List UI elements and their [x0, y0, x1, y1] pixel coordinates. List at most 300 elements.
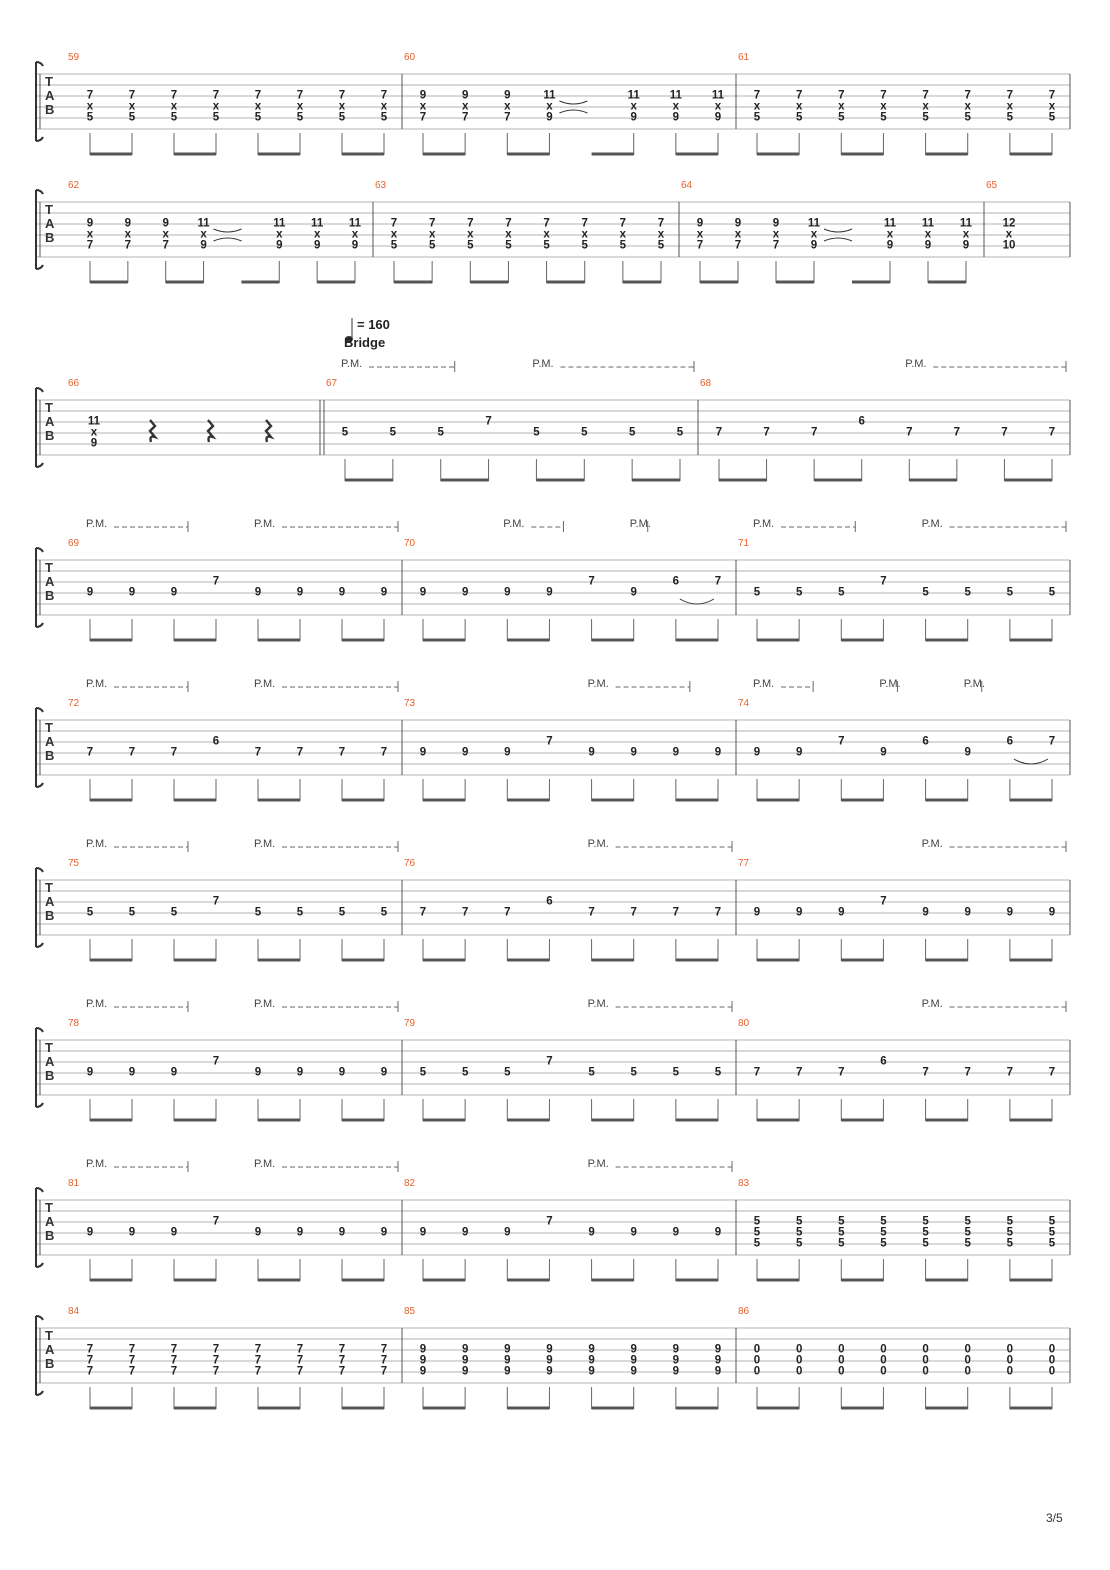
fret-number: 7: [763, 426, 770, 439]
fret-number: x: [390, 228, 398, 241]
fret-number: 9: [962, 239, 970, 252]
fret-number: 7: [504, 111, 511, 124]
fret-number: 9: [630, 586, 637, 599]
fret-number: x: [543, 228, 550, 241]
fret-number: 9: [672, 746, 680, 759]
quarter-rest: [150, 420, 155, 442]
fret-number: 0: [753, 1354, 761, 1367]
fret-number: 9: [338, 1066, 346, 1079]
palm-mute-label: P.M.: [587, 998, 609, 1010]
palm-mute-label: P.M.: [86, 998, 108, 1010]
fret-number: 7: [296, 746, 304, 759]
fret-number: 7: [838, 89, 845, 102]
bar-number: 75: [68, 858, 80, 869]
fret-number: 9: [630, 111, 637, 124]
fret-number: 7: [170, 1343, 178, 1356]
bar-number: 68: [700, 378, 712, 389]
fret-number: 5: [795, 1237, 803, 1250]
fret-number: 7: [86, 239, 94, 252]
fret-number: 7: [254, 1365, 262, 1378]
fret-number: 6: [880, 1055, 887, 1068]
fret-number: 5: [338, 906, 346, 919]
fret-number: 9: [419, 89, 427, 102]
fret-number: 7: [212, 1365, 220, 1378]
tab-clef-letter: A: [45, 1054, 55, 1069]
fret-number: 7: [296, 1343, 304, 1356]
fret-number: 7: [461, 906, 469, 919]
fret-number: 5: [922, 1215, 929, 1228]
fret-number: x: [254, 100, 262, 113]
fret-number: 7: [128, 1343, 136, 1356]
bar-number: 59: [68, 52, 80, 63]
palm-mute-label: P.M.: [921, 998, 943, 1010]
fret-number: x: [838, 100, 845, 113]
fret-number: 5: [1006, 586, 1014, 599]
fret-number: 7: [546, 735, 553, 748]
fret-number: 7: [338, 1365, 346, 1378]
fret-number: 0: [838, 1343, 845, 1356]
fret-number: 9: [922, 906, 929, 919]
fret-number: 9: [588, 1343, 595, 1356]
section-marker: Bridge: [344, 335, 386, 350]
fret-number: 9: [380, 586, 388, 599]
fret-number: x: [964, 100, 971, 113]
fret-number: 7: [86, 1365, 94, 1378]
bar-number: 64: [681, 180, 693, 191]
fret-number: 7: [505, 217, 512, 230]
fret-number: 9: [672, 1365, 680, 1378]
quarter-rest: [208, 420, 213, 442]
fret-number: 11: [543, 89, 556, 102]
bar-number: 84: [68, 1306, 80, 1317]
palm-mute-label: P.M.: [905, 358, 927, 370]
fret-number: 7: [714, 906, 722, 919]
fret-number: 5: [170, 111, 178, 124]
fret-number: 5: [1048, 111, 1056, 124]
fret-number: 5: [880, 111, 887, 124]
fret-number: 7: [428, 217, 436, 230]
fret-number: 7: [390, 217, 398, 230]
fret-number: 7: [461, 111, 469, 124]
fret-number: 7: [128, 89, 136, 102]
fret-number: 5: [128, 906, 136, 919]
fret-number: 5: [86, 906, 94, 919]
fret-number: 6: [1006, 735, 1014, 748]
palm-mute-label: P.M.: [254, 998, 276, 1010]
fret-number: 9: [419, 1354, 427, 1367]
fret-number: 9: [714, 746, 722, 759]
fret-number: 5: [296, 906, 304, 919]
fret-number: 0: [1048, 1365, 1056, 1378]
fret-number: x: [504, 100, 511, 113]
fret-number: 5: [1048, 586, 1056, 599]
fret-number: 9: [504, 1226, 511, 1239]
fret-number: 9: [254, 586, 262, 599]
fret-number: 7: [657, 217, 665, 230]
fret-number: 7: [128, 746, 136, 759]
fret-number: 5: [296, 111, 304, 124]
fret-number: 5: [964, 1237, 971, 1250]
fret-number: 9: [504, 1343, 511, 1356]
fret-number: 0: [922, 1354, 929, 1367]
fret-number: x: [90, 426, 98, 439]
fret-number: 7: [964, 1066, 971, 1079]
fret-number: 7: [86, 1343, 94, 1356]
fret-number: 12: [1002, 217, 1016, 230]
fret-number: 0: [964, 1343, 971, 1356]
fret-number: 7: [128, 1354, 136, 1367]
tab-clef-letter: A: [45, 1214, 55, 1229]
palm-mute-label: P.M.: [629, 518, 651, 530]
tab-clef-letter: T: [45, 720, 53, 735]
fret-number: 9: [1048, 906, 1056, 919]
fret-number: x: [922, 100, 929, 113]
fret-number: 7: [696, 239, 704, 252]
fret-number: 5: [86, 111, 94, 124]
tab-clef-letter: T: [45, 1328, 53, 1343]
fret-number: 7: [296, 1365, 304, 1378]
fret-number: x: [338, 100, 346, 113]
fret-number: 11: [883, 217, 897, 230]
fret-number: x: [880, 100, 887, 113]
bar-number: 71: [738, 538, 750, 549]
bar-number: 79: [404, 1018, 416, 1029]
tab-clef-letter: B: [45, 230, 55, 245]
fret-number: 9: [795, 746, 803, 759]
fret-number: 7: [338, 746, 346, 759]
fret-number: 7: [254, 1343, 262, 1356]
tab-clef-letter: A: [45, 734, 55, 749]
fret-number: x: [86, 228, 94, 241]
tab-clef-letter: T: [45, 1040, 53, 1055]
palm-mute-label: P.M.: [341, 358, 363, 370]
fret-number: 11: [311, 217, 324, 230]
fret-number: 9: [86, 1226, 94, 1239]
fret-number: 7: [419, 906, 427, 919]
fret-number: x: [924, 228, 932, 241]
tab-clef-letter: T: [45, 74, 53, 89]
tab-clef-letter: B: [45, 1228, 55, 1243]
fret-number: 9: [254, 1066, 262, 1079]
fret-number: 9: [90, 437, 98, 450]
fret-number: 9: [696, 217, 704, 230]
fret-number: x: [657, 228, 665, 241]
fret-number: 9: [419, 746, 427, 759]
fret-number: 0: [1006, 1354, 1014, 1367]
fret-number: 9: [128, 1226, 136, 1239]
fret-number: 5: [795, 1226, 803, 1239]
fret-number: 5: [838, 1215, 845, 1228]
fret-number: 7: [1006, 89, 1014, 102]
fret-number: 5: [581, 239, 588, 252]
fret-number: 5: [380, 906, 388, 919]
fret-number: 11: [959, 217, 973, 230]
palm-mute-label: P.M.: [503, 518, 525, 530]
palm-mute-label: P.M.: [254, 678, 276, 690]
fret-number: 0: [795, 1343, 803, 1356]
fret-number: 7: [254, 1354, 262, 1367]
tab-clef-letter: B: [45, 588, 55, 603]
palm-mute-label: P.M.: [86, 678, 108, 690]
fret-number: 5: [964, 1226, 971, 1239]
tab-clef-letter: B: [45, 1068, 55, 1083]
fret-number: x: [1048, 100, 1056, 113]
fret-number: x: [86, 100, 94, 113]
tie-arc: [1014, 759, 1048, 764]
fret-number: 5: [212, 111, 220, 124]
fret-number: x: [672, 100, 680, 113]
fret-number: 5: [880, 1215, 887, 1228]
fret-number: 7: [124, 239, 132, 252]
fret-number: 5: [467, 239, 474, 252]
palm-mute-label: P.M.: [587, 678, 609, 690]
fret-number: 7: [619, 217, 627, 230]
fret-number: 0: [1006, 1343, 1014, 1356]
fret-number: 5: [619, 239, 627, 252]
bar-number: 62: [68, 180, 80, 191]
fret-number: x: [962, 228, 970, 241]
fret-number: 9: [380, 1066, 388, 1079]
fret-number: 9: [714, 111, 722, 124]
fret-number: 5: [389, 426, 397, 439]
fret-number: 7: [1001, 426, 1008, 439]
fret-number: 7: [86, 89, 94, 102]
bar-number: 63: [375, 180, 387, 191]
fret-number: 9: [964, 746, 971, 759]
palm-mute-label: P.M.: [86, 518, 108, 530]
fret-number: 0: [1048, 1354, 1056, 1367]
fret-number: 9: [461, 1343, 469, 1356]
fret-number: 7: [419, 111, 427, 124]
fret-number: 9: [86, 586, 94, 599]
fret-number: 9: [753, 906, 761, 919]
fret-number: 7: [467, 217, 474, 230]
fret-number: 5: [922, 586, 929, 599]
bar-number: 61: [738, 52, 750, 63]
fret-number: 7: [212, 1055, 220, 1068]
fret-number: 7: [1048, 426, 1056, 439]
fret-number: x: [428, 228, 436, 241]
fret-number: 9: [714, 1343, 722, 1356]
fret-number: 5: [128, 111, 136, 124]
fret-number: 11: [669, 89, 682, 102]
tab-clef-letter: A: [45, 894, 55, 909]
fret-number: 5: [838, 111, 845, 124]
fret-number: 7: [254, 746, 262, 759]
fret-number: 5: [838, 1226, 845, 1239]
fret-number: 9: [672, 111, 680, 124]
fret-number: 7: [170, 1354, 178, 1367]
fret-number: 0: [922, 1365, 929, 1378]
fret-number: 9: [630, 1343, 637, 1356]
fret-number: 7: [128, 1365, 136, 1378]
tempo-marking: = 160: [357, 317, 390, 332]
fret-number: 6: [672, 575, 680, 588]
fret-number: x: [313, 228, 321, 241]
fret-number: 9: [461, 1365, 469, 1378]
fret-number: 0: [1048, 1343, 1056, 1356]
fret-number: 5: [753, 1215, 761, 1228]
palm-mute-label: P.M.: [753, 678, 775, 690]
palm-mute-label: P.M.: [753, 518, 775, 530]
fret-number: 9: [419, 1365, 427, 1378]
fret-number: 5: [630, 1066, 637, 1079]
fret-number: 7: [170, 89, 178, 102]
quarter-rest: [266, 420, 271, 442]
fret-number: 0: [922, 1343, 929, 1356]
fret-number: x: [1006, 100, 1014, 113]
fret-number: 7: [880, 575, 887, 588]
fret-number: 9: [714, 1365, 722, 1378]
fret-number: 9: [714, 1354, 722, 1367]
fret-number: 9: [461, 746, 469, 759]
fret-number: x: [753, 100, 761, 113]
fret-number: x: [810, 228, 818, 241]
palm-mute-label: P.M.: [921, 838, 943, 850]
palm-mute-label: P.M.: [86, 1158, 108, 1170]
fret-number: 9: [296, 1066, 304, 1079]
fret-number: 9: [810, 239, 818, 252]
fret-number: 5: [533, 426, 540, 439]
fret-number: 11: [197, 217, 210, 230]
fret-number: 5: [1048, 1215, 1056, 1228]
fret-number: 0: [1006, 1365, 1014, 1378]
fret-number: 9: [162, 217, 169, 230]
fret-number: 9: [504, 586, 511, 599]
fret-number: x: [619, 228, 627, 241]
tab-clef-letter: A: [45, 216, 55, 231]
fret-number: 9: [461, 1226, 469, 1239]
fret-number: 5: [380, 111, 388, 124]
bar-number: 66: [68, 378, 80, 389]
fret-number: 9: [380, 1226, 388, 1239]
fret-number: 5: [1006, 1215, 1014, 1228]
bar-number: 70: [404, 538, 416, 549]
fret-number: x: [1005, 228, 1013, 241]
fret-number: 0: [795, 1365, 803, 1378]
fret-number: 9: [338, 586, 346, 599]
fret-number: 9: [419, 1226, 427, 1239]
fret-number: 5: [964, 1215, 971, 1228]
fret-number: 7: [380, 89, 388, 102]
fret-number: 9: [170, 586, 178, 599]
fret-number: x: [380, 100, 388, 113]
fret-number: x: [467, 228, 474, 241]
fret-number: 5: [254, 906, 262, 919]
fret-number: 9: [672, 1343, 680, 1356]
fret-number: 5: [753, 586, 761, 599]
fret-number: 5: [795, 586, 803, 599]
fret-number: x: [212, 100, 220, 113]
fret-number: 7: [838, 1066, 845, 1079]
bar-number: 85: [404, 1306, 416, 1317]
fret-number: 5: [1048, 1226, 1056, 1239]
fret-number: 9: [672, 1226, 680, 1239]
fret-number: 7: [86, 746, 94, 759]
fret-number: 5: [1006, 111, 1014, 124]
fret-number: 9: [128, 586, 136, 599]
fret-number: 7: [880, 89, 887, 102]
fret-number: 9: [254, 1226, 262, 1239]
fret-number: 5: [461, 1066, 469, 1079]
fret-number: 0: [880, 1365, 887, 1378]
fret-number: 9: [795, 906, 803, 919]
fret-number: 7: [170, 746, 178, 759]
fret-number: 7: [630, 906, 637, 919]
fret-number: 7: [880, 895, 887, 908]
fret-number: 9: [672, 1354, 680, 1367]
fret-number: 9: [886, 239, 894, 252]
tab-clef-letter: A: [45, 1342, 55, 1357]
fret-number: 9: [546, 1343, 553, 1356]
fret-number: 5: [657, 239, 665, 252]
fret-number: 9: [86, 1066, 94, 1079]
fret-number: 9: [630, 1354, 637, 1367]
fret-number: 7: [588, 906, 595, 919]
palm-mute-label: P.M.: [254, 838, 276, 850]
fret-number: 7: [772, 239, 780, 252]
fret-number: 7: [795, 89, 803, 102]
fret-number: 9: [351, 239, 359, 252]
fret-number: 0: [964, 1354, 971, 1367]
fret-number: x: [351, 228, 359, 241]
fret-number: 7: [380, 1354, 388, 1367]
fret-number: 5: [581, 426, 588, 439]
fret-number: 9: [504, 89, 511, 102]
fret-number: 7: [964, 89, 971, 102]
fret-number: 7: [543, 217, 550, 230]
fret-number: 7: [588, 575, 595, 588]
fret-number: 9: [630, 746, 637, 759]
bar-number: 60: [404, 52, 416, 63]
fret-number: x: [461, 100, 469, 113]
fret-number: 6: [212, 735, 220, 748]
fret-number: 0: [880, 1354, 887, 1367]
bar-number: 77: [738, 858, 750, 869]
fret-number: 9: [924, 239, 932, 252]
fret-number: 7: [338, 89, 346, 102]
fret-number: 5: [880, 1226, 887, 1239]
fret-number: 5: [428, 239, 436, 252]
fret-number: 5: [753, 111, 761, 124]
fret-number: 5: [753, 1237, 761, 1250]
fret-number: 7: [296, 89, 304, 102]
fret-number: 7: [734, 239, 742, 252]
fret-number: 7: [1006, 1066, 1014, 1079]
fret-number: x: [734, 228, 742, 241]
fret-number: x: [581, 228, 588, 241]
fret-number: 7: [504, 906, 511, 919]
fret-number: 11: [807, 217, 821, 230]
fret-number: 5: [922, 1226, 929, 1239]
fret-number: 9: [630, 1365, 637, 1378]
fret-number: 9: [630, 1226, 637, 1239]
fret-number: 11: [921, 217, 935, 230]
bar-number: 69: [68, 538, 80, 549]
bar-number: 73: [404, 698, 416, 709]
fret-number: 9: [588, 746, 595, 759]
palm-mute-label: P.M.: [879, 678, 901, 690]
fret-number: 7: [170, 1365, 178, 1378]
fret-number: 7: [810, 426, 818, 439]
fret-number: x: [276, 228, 283, 241]
fret-number: 6: [546, 895, 553, 908]
bar-number: 80: [738, 1018, 750, 1029]
fret-number: 9: [504, 1354, 511, 1367]
fret-number: 5: [838, 1237, 845, 1250]
fret-number: 9: [296, 586, 304, 599]
fret-number: 7: [795, 1066, 803, 1079]
